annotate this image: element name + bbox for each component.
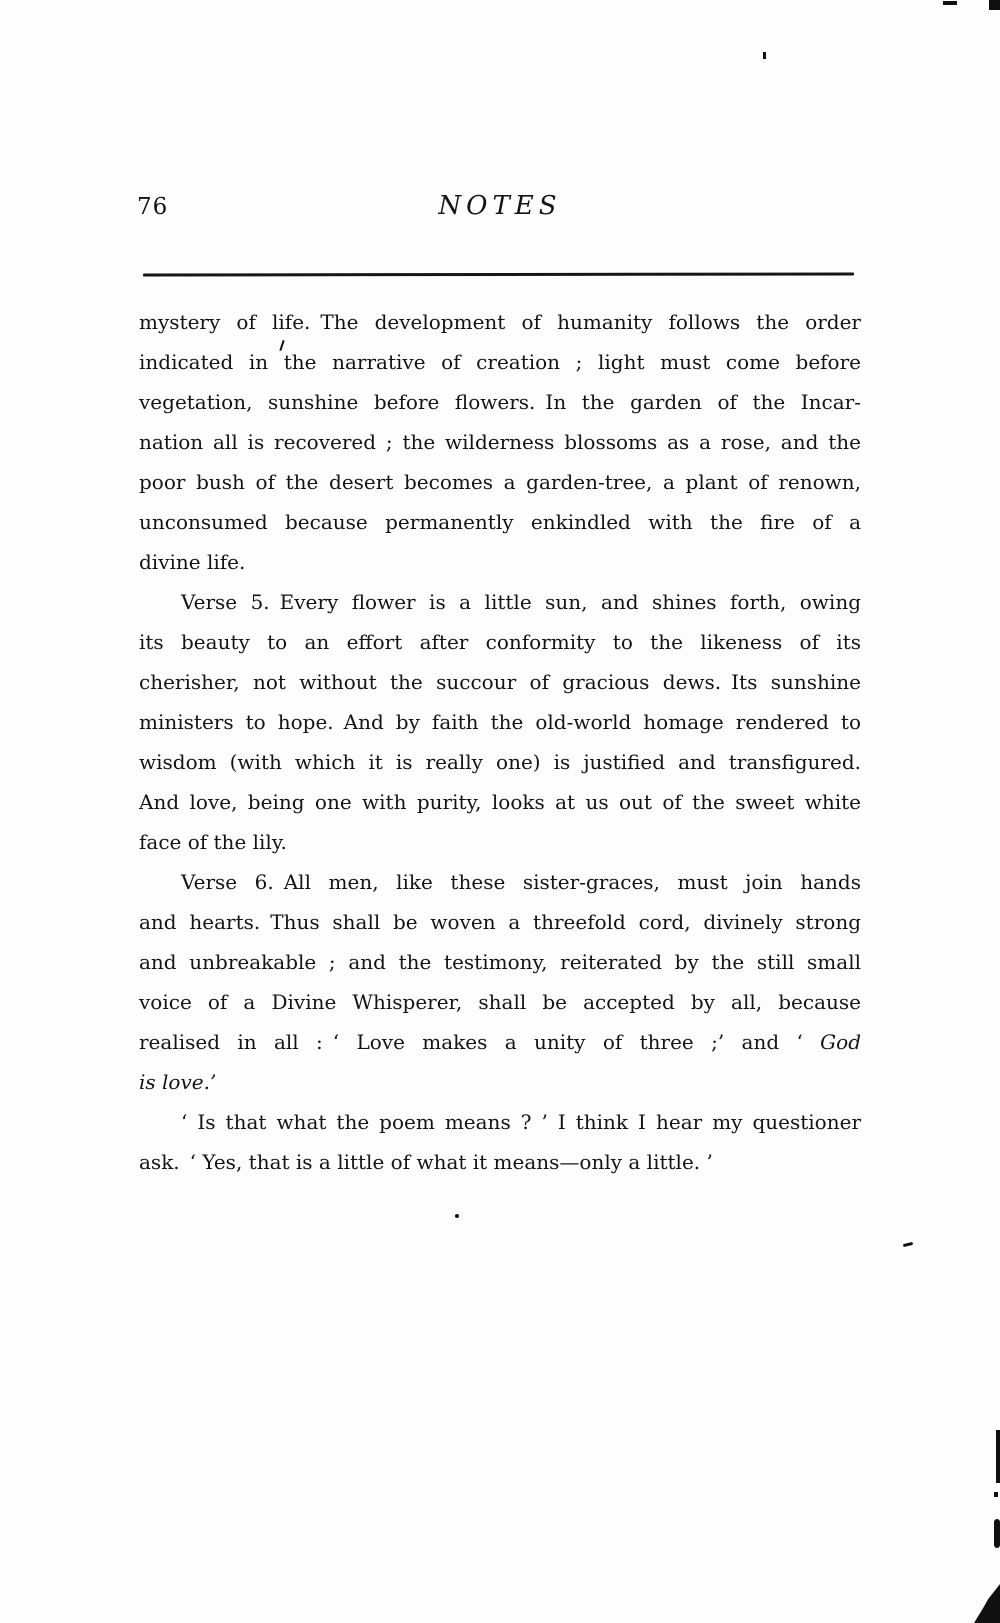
text-line bbox=[139, 1142, 861, 1182]
text-segment: its beauty to an effort after conformity to the likeness of its bbox=[139, 630, 861, 654]
text-segment: poor bush of the desert becomes a garden-tree, a plant of renown, bbox=[139, 470, 861, 494]
text-segment: mystery of life. The development of humanity follows the order bbox=[139, 310, 861, 334]
text-line bbox=[139, 862, 861, 902]
text-segment: indicated in the narrative of creation ; light must come before bbox=[139, 350, 861, 374]
text-segment: voice of a Divine Whisperer, shall be accepted by all, because bbox=[139, 990, 861, 1014]
text-segment: nation all is recovered ; the wilderness blossoms as a rose, and the bbox=[139, 430, 861, 454]
text-segment: unconsumed because permanently enkindled with the fire of a bbox=[139, 510, 861, 534]
text-line bbox=[139, 1022, 861, 1062]
text-line bbox=[139, 582, 861, 622]
running-head-title: NOTES bbox=[438, 191, 562, 221]
scan-artifact bbox=[943, 1, 957, 5]
italic-text-segment: is love.’ bbox=[139, 1070, 217, 1094]
text-line bbox=[139, 782, 861, 822]
scan-artifact bbox=[903, 1242, 913, 1247]
text-segment: Verse 5. Every flower is a little sun, and shines forth, owing bbox=[181, 590, 861, 614]
text-segment: divine life. bbox=[139, 550, 246, 574]
text-line bbox=[139, 662, 861, 702]
scan-artifact bbox=[994, 1519, 1000, 1548]
text-segment: face of the lily. bbox=[139, 830, 287, 854]
text-segment: cherisher, not without the succour of gracious dews. Its sunshine bbox=[139, 670, 861, 694]
italic-text-segment: God bbox=[820, 1030, 861, 1054]
text-line bbox=[139, 542, 861, 582]
text-segment: ask. ‘ Yes, that is a little of what it means—only a little. ’ bbox=[139, 1150, 713, 1174]
text-segment: ‘ Is that what the poem means ? ’ I think I hear my questioner bbox=[181, 1110, 861, 1134]
text-line bbox=[139, 702, 861, 742]
body-text-block bbox=[139, 302, 861, 1182]
text-line bbox=[139, 1062, 861, 1102]
page-number: 76 bbox=[137, 194, 169, 220]
scan-artifact bbox=[763, 52, 766, 59]
text-line bbox=[139, 302, 861, 342]
scan-artifact bbox=[994, 1492, 998, 1497]
scan-artifact bbox=[455, 1214, 459, 1218]
text-line bbox=[139, 742, 861, 782]
text-line bbox=[139, 462, 861, 502]
text-line bbox=[139, 502, 861, 542]
text-segment: realised in all : ‘ Love makes a unity of three ;’ and ‘ bbox=[139, 1030, 821, 1054]
text-segment: ministers to hope. And by faith the old-world homage rendered to bbox=[139, 710, 861, 734]
text-segment: And love, being one with purity, looks at us out of the sweet white bbox=[139, 790, 861, 814]
text-line bbox=[139, 622, 861, 662]
text-segment: wisdom (with which it is really one) is justified and transfigured. bbox=[139, 750, 861, 774]
text-line bbox=[139, 982, 861, 1022]
text-line bbox=[139, 822, 861, 862]
text-line bbox=[139, 382, 861, 422]
scan-artifact bbox=[996, 1430, 1000, 1483]
scan-artifact bbox=[974, 1584, 1000, 1623]
text-line bbox=[139, 342, 861, 382]
text-segment: vegetation, sunshine before flowers. In the garden of the Incar- bbox=[139, 390, 861, 414]
text-line bbox=[139, 942, 861, 982]
text-segment: Verse 6. All men, like these sister-graces, must join hands bbox=[181, 870, 861, 894]
header-rule bbox=[143, 273, 854, 277]
text-line bbox=[139, 1102, 861, 1142]
text-line bbox=[139, 902, 861, 942]
text-segment: and unbreakable ; and the testimony, reiterated by the still small bbox=[139, 950, 861, 974]
text-segment: and hearts. Thus shall be woven a threefold cord, divinely strong bbox=[139, 910, 861, 934]
scan-artifact bbox=[989, 0, 1000, 10]
text-line bbox=[139, 422, 861, 462]
